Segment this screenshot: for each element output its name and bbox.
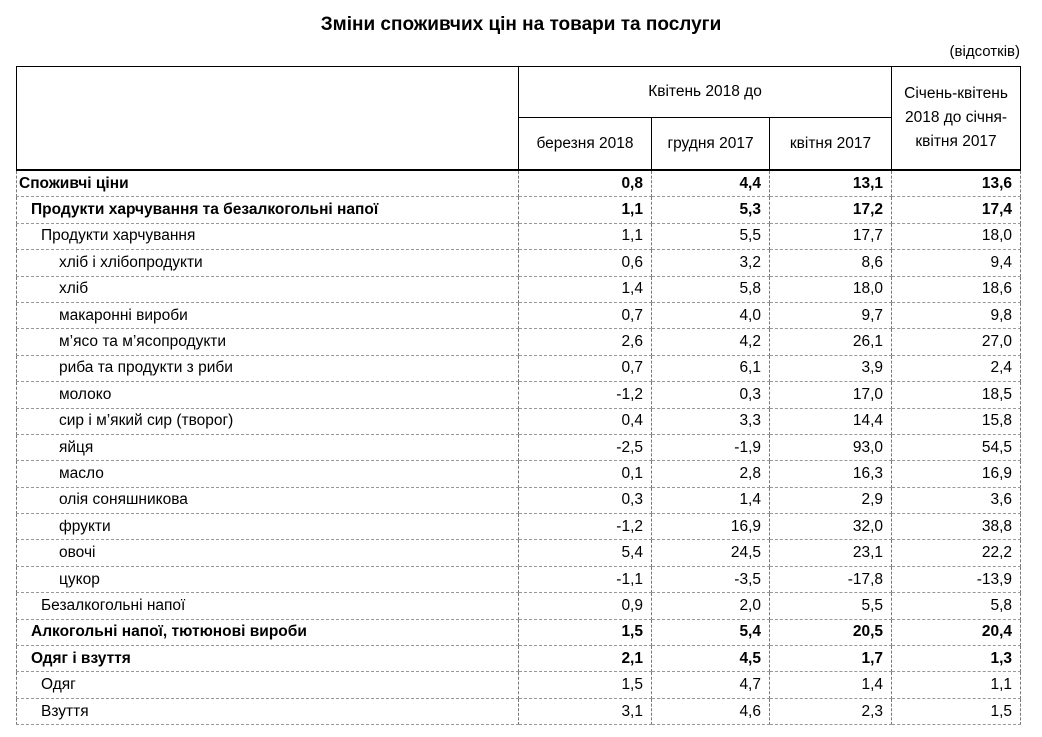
row-value: 26,1 [770,329,892,355]
row-label: Взуття [17,698,519,724]
row-value: 5,4 [652,619,770,645]
table-row [17,514,1021,540]
row-label: цукор [17,566,519,592]
table-row [17,382,1021,408]
row-value: 1,1 [519,197,652,223]
row-value: 16,3 [770,461,892,487]
row-value: 17,0 [770,382,892,408]
row-label: фрукти [17,514,519,540]
row-value: 4,2 [652,329,770,355]
header-december-2017: грудня 2017 [652,118,770,171]
price-changes-table [16,66,1021,725]
row-value: 4,5 [652,646,770,672]
row-value: 5,4 [519,540,652,566]
row-value: 5,5 [652,223,770,249]
row-value: 3,1 [519,698,652,724]
row-value: 9,7 [770,302,892,328]
table-row [17,434,1021,460]
row-value: 22,2 [892,540,1021,566]
row-value: 9,4 [892,250,1021,276]
row-value: 1,1 [519,223,652,249]
table-row [17,250,1021,276]
row-value: 2,8 [652,461,770,487]
row-value: 20,5 [770,619,892,645]
header-jan-apr: Січень-квітень 2018 до січня-квітня 2017 [892,67,1021,171]
row-value: 18,5 [892,382,1021,408]
row-value: 15,8 [892,408,1021,434]
row-value: 23,1 [770,540,892,566]
row-value: 2,3 [770,698,892,724]
table-row [17,646,1021,672]
row-label: хліб [17,276,519,302]
row-value: 18,0 [892,223,1021,249]
row-value: 16,9 [892,461,1021,487]
row-value: 13,6 [892,170,1021,197]
row-value: 1,3 [892,646,1021,672]
table-row [17,593,1021,619]
row-value: 18,0 [770,276,892,302]
row-value: 20,4 [892,619,1021,645]
row-value: 93,0 [770,434,892,460]
row-value: 8,6 [770,250,892,276]
row-value: 13,1 [770,170,892,197]
row-value: 5,8 [652,276,770,302]
row-label: Продукти харчування [17,223,519,249]
row-value: 32,0 [770,514,892,540]
row-label: яйця [17,434,519,460]
row-value: 0,1 [519,461,652,487]
table-row [17,619,1021,645]
row-value: 6,1 [652,355,770,381]
row-value: -13,9 [892,566,1021,592]
row-value: 38,8 [892,514,1021,540]
row-value: 14,4 [770,408,892,434]
row-label: масло [17,461,519,487]
row-label: Одяг і взуття [17,646,519,672]
table-row [17,302,1021,328]
row-value: 3,2 [652,250,770,276]
row-value: 18,6 [892,276,1021,302]
row-value: 2,9 [770,487,892,513]
row-value: -1,2 [519,382,652,408]
table-row [17,487,1021,513]
row-value: 0,3 [652,382,770,408]
row-value: 0,9 [519,593,652,619]
row-value: 1,5 [519,619,652,645]
row-value: 1,7 [770,646,892,672]
row-value: -1,9 [652,434,770,460]
row-label: макаронні вироби [17,302,519,328]
row-value: 1,1 [892,672,1021,698]
row-value: 1,5 [519,672,652,698]
row-value: 5,3 [652,197,770,223]
row-value: 4,4 [652,170,770,197]
row-value: -1,2 [519,514,652,540]
row-value: 3,3 [652,408,770,434]
row-value: 17,7 [770,223,892,249]
row-value: 0,7 [519,302,652,328]
table-row [17,197,1021,223]
row-label: олія соняшникова [17,487,519,513]
row-value: 3,9 [770,355,892,381]
row-value: 24,5 [652,540,770,566]
row-label: м’ясо та м’ясопродукти [17,329,519,355]
row-value: 2,1 [519,646,652,672]
row-value: -2,5 [519,434,652,460]
row-value: 0,4 [519,408,652,434]
table-row [17,408,1021,434]
table-row [17,698,1021,724]
table-body [17,170,1021,725]
table-row [17,276,1021,302]
units-label: (відсотків) [949,43,1020,60]
table-row [17,355,1021,381]
row-value: 1,5 [892,698,1021,724]
row-value: 4,6 [652,698,770,724]
table-row [17,672,1021,698]
row-value: 17,4 [892,197,1021,223]
header-april-2017: квітня 2017 [770,118,892,171]
row-value: -1,1 [519,566,652,592]
row-label: Одяг [17,672,519,698]
table-row [17,170,1021,197]
row-label: Безалкогольні напої [17,593,519,619]
header-empty-cell [17,67,519,171]
row-value: 4,7 [652,672,770,698]
table-row [17,329,1021,355]
row-label: овочі [17,540,519,566]
row-value: 2,0 [652,593,770,619]
row-value: 1,4 [519,276,652,302]
row-value: 0,3 [519,487,652,513]
table-row [17,461,1021,487]
row-label: Алкогольні напої, тютюнові вироби [17,619,519,645]
row-value: 1,4 [770,672,892,698]
row-value: 0,8 [519,170,652,197]
row-value: 54,5 [892,434,1021,460]
row-value: 9,8 [892,302,1021,328]
row-label: Продукти харчування та безалкогольні напої [17,197,519,223]
row-value: -17,8 [770,566,892,592]
header-march-2018: березня 2018 [519,118,652,171]
row-label: сир і м’який сир (творог) [17,408,519,434]
table-title: Зміни споживчих цін на товари та послуги [320,14,722,35]
row-value: 5,8 [892,593,1021,619]
row-value: 17,2 [770,197,892,223]
row-value: 16,9 [652,514,770,540]
row-label: риба та продукти з риби [17,355,519,381]
table-row [17,223,1021,249]
row-value: -3,5 [652,566,770,592]
row-value: 2,6 [519,329,652,355]
row-value: 2,4 [892,355,1021,381]
row-value: 0,7 [519,355,652,381]
row-value: 5,5 [770,593,892,619]
table-row [17,566,1021,592]
row-label: молоко [17,382,519,408]
row-value: 1,4 [652,487,770,513]
table-row [17,540,1021,566]
header-group-april-2018: Квітень 2018 до [519,67,892,118]
row-value: 27,0 [892,329,1021,355]
row-value: 4,0 [652,302,770,328]
row-label: Споживчі ціни [17,170,519,197]
row-value: 0,6 [519,250,652,276]
row-value: 3,6 [892,487,1021,513]
row-label: хліб і хлібопродукти [17,250,519,276]
